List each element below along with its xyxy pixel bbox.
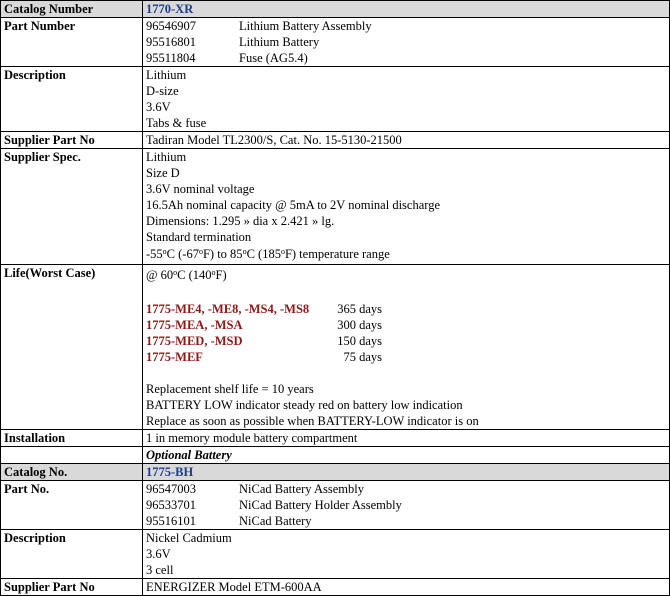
life-item: [146, 333, 666, 349]
row-catalog-no: [1, 464, 670, 481]
life-note: BATTERY LOW indicator steady red on battery low indication: [146, 398, 463, 412]
installation-value: 1 in memory module battery compartment: [143, 430, 670, 447]
supplier-spec-label: Supplier Spec.: [1, 149, 143, 265]
spec-line: 16.5Ah nominal capacity @ 5mA to 2V nominal discharge: [146, 198, 440, 212]
life-item-model: 1775-ME4, -ME8, -MS4, -MS8: [146, 302, 310, 316]
part-item: [146, 481, 666, 497]
part-item-number: 95516801: [146, 35, 196, 49]
part-item-desc: NiCad Battery Holder Assembly: [239, 498, 402, 512]
part-item-number: 96533701: [146, 498, 196, 512]
part-number-label: Part Number: [1, 18, 143, 67]
catalog-no-value: 1775-BH: [143, 464, 670, 481]
degree-sup: o: [162, 247, 167, 256]
row-part-number: [1, 18, 670, 67]
row-catalog-number: [1, 1, 670, 18]
part-item-number: 96546907: [146, 19, 196, 33]
life-item-model: 1775-MEA, -MSA: [146, 318, 243, 332]
degree-sup: o: [280, 247, 285, 256]
part-item: [146, 18, 666, 34]
degree-sup: o: [211, 268, 216, 277]
catalog-number-value: 1770-XR: [143, 1, 670, 18]
description-line: Nickel Cadmium: [146, 531, 232, 545]
spec-line: Dimensions: 1.295 » dia x 2.421 » lg.: [146, 214, 335, 228]
life-item-days: 365 days: [337, 302, 382, 316]
row-part-no: [1, 481, 670, 530]
row-life: [1, 265, 670, 430]
part-item-number: 95516101: [146, 514, 196, 528]
life-item-days: 75 days: [343, 350, 382, 364]
description-line: D-size: [146, 84, 179, 98]
life-value: [143, 265, 670, 430]
part-item-desc: Lithium Battery: [239, 35, 320, 49]
part-item-desc: Fuse (AG5.4): [239, 51, 308, 65]
life-item-days: 300 days: [337, 318, 382, 332]
optional-battery-heading: Optional Battery: [143, 447, 670, 464]
part-item: [146, 50, 666, 66]
description-value: [143, 67, 670, 132]
description-line: Lithium: [146, 68, 187, 82]
optional-empty-cell: [1, 447, 143, 464]
part-item-number: 96547003: [146, 482, 196, 496]
temperature-range: -55$^o$C (-67$^o$F) to 85$^o$C (185$^o$F) temperature range: [146, 247, 390, 261]
part-item-number: 95511804: [146, 51, 196, 65]
row-optional-battery: [1, 447, 670, 464]
row-description-2: [1, 530, 670, 579]
spec-line: 3.6V nominal voltage: [146, 182, 255, 196]
part-item-desc: Lithium Battery Assembly: [239, 19, 372, 33]
part-number-list: [143, 18, 670, 67]
degree-sup: o: [242, 247, 247, 256]
spec-line: Size D: [146, 166, 180, 180]
life-item-model: 1775-MEF: [146, 350, 203, 364]
part-item: [146, 513, 666, 529]
life-item-days: 150 days: [337, 334, 382, 348]
description-line: Tabs & fuse: [146, 116, 207, 130]
supplier-part-label: Supplier Part No: [1, 579, 143, 596]
life-temperature: @ 60$^o$C (140$^o$F): [146, 268, 227, 282]
supplier-spec-value: [143, 149, 670, 265]
row-installation: [1, 430, 670, 447]
description-value: [143, 530, 670, 579]
life-item-model: 1775-MED, -MSD: [146, 334, 243, 348]
catalog-no-label: Catalog No.: [1, 464, 143, 481]
spec-line: Standard termination: [146, 230, 252, 244]
part-no-label: Part No.: [1, 481, 143, 530]
part-no-list: [143, 481, 670, 530]
life-item: [146, 317, 666, 333]
supplier-part-value: Tadiran Model TL2300/S, Cat. No. 15-5130-21500: [143, 132, 670, 149]
life-note: Replace as soon as possible when BATTERY-LOW indicator is on: [146, 414, 479, 428]
life-label: Life(Worst Case): [1, 265, 143, 430]
part-item: [146, 497, 666, 513]
spacer: [146, 285, 666, 301]
supplier-part-label: Supplier Part No: [1, 132, 143, 149]
row-description: [1, 67, 670, 132]
row-supplier-part: [1, 132, 670, 149]
description-line: 3 cell: [146, 563, 174, 577]
row-supplier-spec: [1, 149, 670, 265]
life-item: [146, 349, 666, 365]
description-line: 3.6V: [146, 547, 171, 561]
row-supplier-part-2: [1, 579, 670, 596]
spacer: [146, 365, 666, 381]
life-note: Replacement shelf life = 10 years: [146, 382, 314, 396]
description-label: Description: [1, 67, 143, 132]
part-item-desc: NiCad Battery Assembly: [239, 482, 364, 496]
spec-line: Lithium: [146, 150, 187, 164]
description-label: Description: [1, 530, 143, 579]
part-item: [146, 34, 666, 50]
description-line: 3.6V: [146, 100, 171, 114]
catalog-number-label: Catalog Number: [1, 1, 143, 18]
degree-sup: o: [173, 268, 178, 277]
supplier-part-value: ENERGIZER Model ETM-600AA: [143, 579, 670, 596]
degree-sup: o: [198, 247, 203, 256]
life-item: [146, 301, 666, 317]
part-item-desc: NiCad Battery: [239, 514, 312, 528]
installation-label: Installation: [1, 430, 143, 447]
